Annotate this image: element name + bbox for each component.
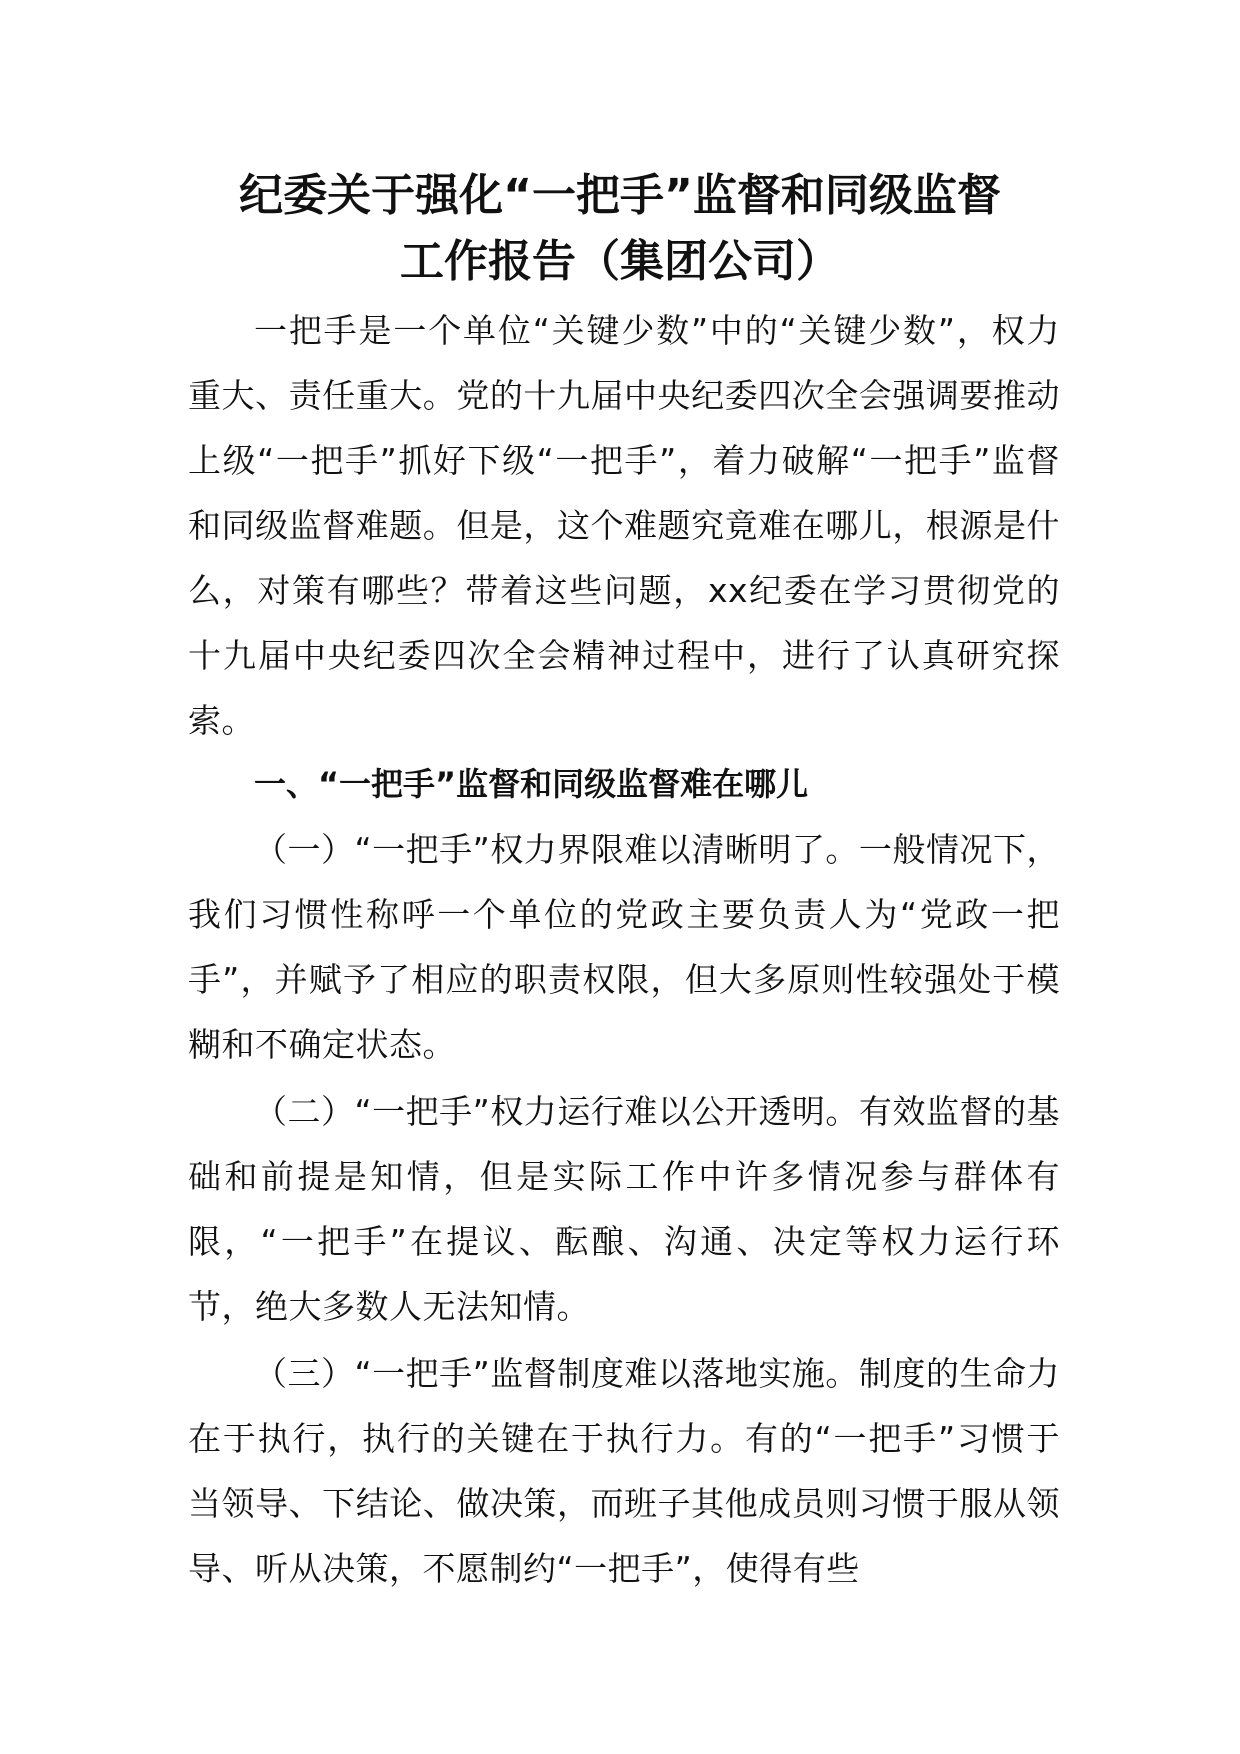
point-paragraph-2: （二）“一把手”权力运行难以公开透明。有效监督的基础和前提是知情，但是实际工作中许多情况参与群体有限，“一把手”在提议、酝酿、沟通、决定等权力运行环节，绝大多数人无法知情。 <box>188 1092 1060 1326</box>
document-title-line2: 工作报告（集团公司） <box>400 236 840 287</box>
document-title-line1: 纪委关于强化“一把手”监督和同级监督 <box>239 170 1001 221</box>
point-paragraph-3: （三）“一把手”监督制度难以落地实施。制度的生命力在于执行，执行的关键在于执行力。有的“一把手”习惯于当领导、下结论、做决策，而班子其他成员则习惯于服从领导、听从决策，不愿制约“一把手”，使得有些 <box>188 1354 1060 1588</box>
intro-paragraph: 一把手是一个单位“关键少数”中的“关键少数”，权力重大、责任重大。党的十九届中央纪委四次全会强调要推动上级“一把手”抓好下级“一把手”，着力破解“一把手”监督和同级监督难题。但是，这个难题究竟难在哪儿，根源是什么，对策有哪些？带着这些问题，xx纪委在学习贯彻党的十九届中央纪委四次全会精神过程中，进行了认真研究探索。 <box>188 311 1060 740</box>
section-heading-1: 一、“一把手”监督和同级监督难在哪儿 <box>254 765 809 803</box>
point-paragraph-1: （一）“一把手”权力界限难以清晰明了。一般情况下，我们习惯性称呼一个单位的党政主要负责人为“党政一把手”，并赋予了相应的职责权限，但大多原则性较强处于模糊和不确定状态。 <box>188 830 1060 1064</box>
